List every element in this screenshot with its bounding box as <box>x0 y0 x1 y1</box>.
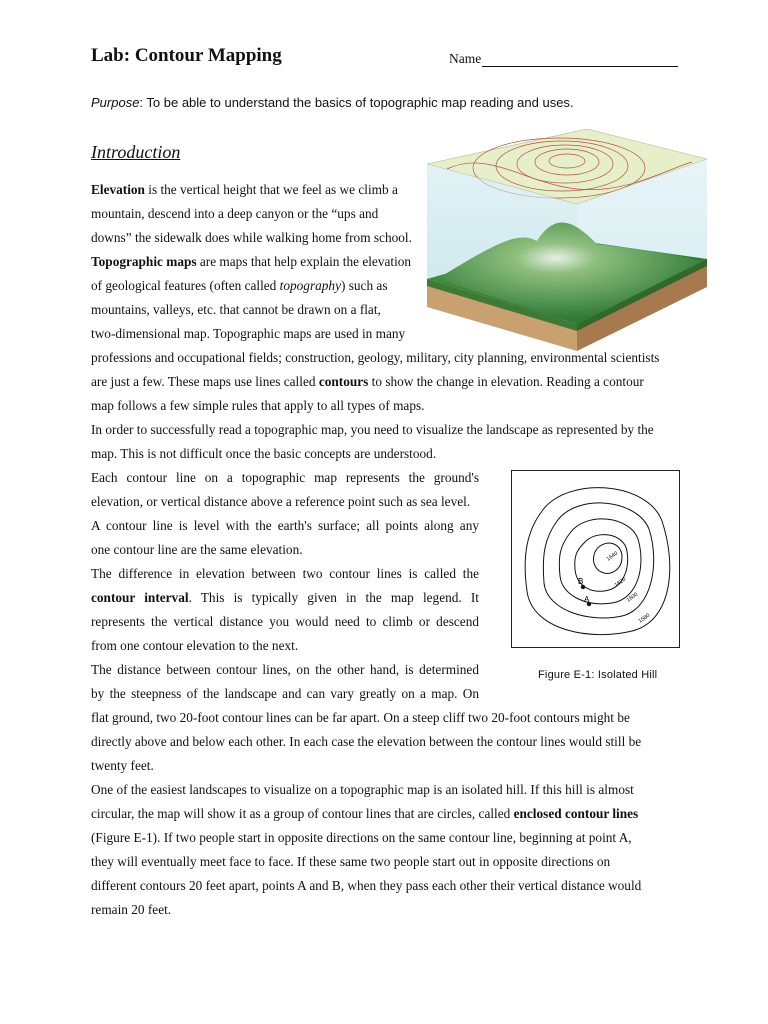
paragraph-line: A contour line is level with the earth's surface; all points along any <box>91 518 479 533</box>
paragraph-line: In order to successfully read a topographic map, you need to visualize the landscape as represented by the <box>91 422 654 437</box>
term-topographic-maps: Topographic maps <box>91 254 197 269</box>
text-span: are just a few. These maps use lines called <box>91 374 319 389</box>
paragraph-line <box>91 802 681 826</box>
term-contours: contours <box>318 374 369 389</box>
paragraph-line: from one contour elevation to the next. <box>91 638 299 653</box>
paragraph-line: The distance between contour lines, on the other hand, is determined <box>91 662 479 677</box>
paragraph-line <box>91 274 388 298</box>
paragraph-line: One of the easiest landscapes to visualize on a topographic map is an isolated hill. If this hill is almost <box>91 782 634 797</box>
text-span: of geological features (often called <box>91 278 280 293</box>
paragraph-line: The difference in elevation between two contour lines is called the <box>91 566 479 581</box>
paragraph-line <box>91 250 411 274</box>
term-elevation: Elevation <box>91 182 145 197</box>
text-span: circular, the map will show it as a group of contour lines that are circles, called <box>91 806 514 821</box>
text-span: to show the change in elevation. Reading a contour <box>368 374 644 389</box>
terrain-block-illustration <box>427 129 707 351</box>
contour-map-svg <box>512 471 679 647</box>
contour-label: 1580 <box>637 612 652 625</box>
term-contour-interval: contour interval <box>91 590 189 605</box>
text-span: is the vertical height that we feel as we climb a <box>144 182 398 197</box>
paragraph-line: remain 20 feet. <box>91 902 172 917</box>
paragraph-line: map. This is not difficult once the basic concepts are understood. <box>91 446 437 461</box>
name-field <box>449 51 678 67</box>
paragraph-line: twenty feet. <box>91 758 154 773</box>
paragraph-line: different contours 20 feet apart, points A and B, when they pass each other their vertical distance would <box>91 878 642 893</box>
paragraph-line: elevation, or vertical distance above a reference point such as sea level. <box>91 494 471 509</box>
paragraph-line: one contour line are the same elevation. <box>91 542 303 557</box>
paragraph-line <box>91 178 398 202</box>
paragraph-line: map follows a few simple rules that apply to all types of maps. <box>91 398 425 413</box>
name-blank-line <box>482 53 678 67</box>
figure-caption: Figure E-1: Isolated Hill <box>538 669 658 681</box>
term-enclosed-contour-lines: enclosed contour lines <box>513 806 639 821</box>
section-heading: Introduction <box>91 142 181 162</box>
paragraph-line: they will eventually meet face to face. If these same two people start out in opposite directions on <box>91 854 611 869</box>
paragraph-line: mountain, descend into a deep canyon or the “ups and <box>91 206 379 221</box>
term-topography: topography <box>279 278 341 293</box>
contour-label: 1600 <box>625 591 640 604</box>
purpose-label: Purpose <box>91 95 140 110</box>
figure-isolated-hill <box>511 470 680 648</box>
purpose-text: : To be able to understand the basics of topographic map reading and uses. <box>139 95 574 110</box>
paragraph-line: downs” the sidewalk does while walking home from school. <box>91 230 412 245</box>
name-label: Name <box>449 51 482 66</box>
paragraph-line: flat ground, two 20-foot contour lines can be far apart. On a steep cliff two 20-foot contours might be <box>91 710 630 725</box>
paragraph-line <box>91 586 479 610</box>
point-a-label: A <box>584 595 590 604</box>
text-span: . This is typically given in the map legend. It <box>188 590 480 605</box>
paragraph-line <box>91 370 681 394</box>
paragraph-line: two-dimensional map. Topographic maps are used in many <box>91 326 406 341</box>
paragraph-line: mountains, valleys, etc. that cannot be drawn on a flat, <box>91 302 381 317</box>
paragraph-line: directly above and below each other. In each case the elevation between the contour lines would still be <box>91 734 642 749</box>
point-b-label: B <box>578 577 584 586</box>
paragraph-line: by the steepness of the landscape and can vary greatly on a map. On <box>91 686 479 701</box>
contour-label: 1640 <box>605 550 620 563</box>
page-title: Lab: Contour Mapping <box>91 45 282 66</box>
paragraph-line: professions and occupational fields; construction, geology, military, city planning, environmental scientists <box>91 350 660 365</box>
paragraph-line: Each contour line on a topographic map represents the ground's <box>91 470 479 485</box>
paragraph-line: represents the vertical distance you would need to climb or descend <box>91 614 479 629</box>
contour-line <box>525 488 670 635</box>
paragraph-line: (Figure E-1). If two people start in opposite directions on the same contour line, beginning at point A, <box>91 830 632 845</box>
text-span: are maps that help explain the elevation <box>196 254 412 269</box>
contour-label: 1620 <box>613 576 628 589</box>
purpose-statement <box>91 95 574 110</box>
text-span: ) such as <box>340 278 388 293</box>
